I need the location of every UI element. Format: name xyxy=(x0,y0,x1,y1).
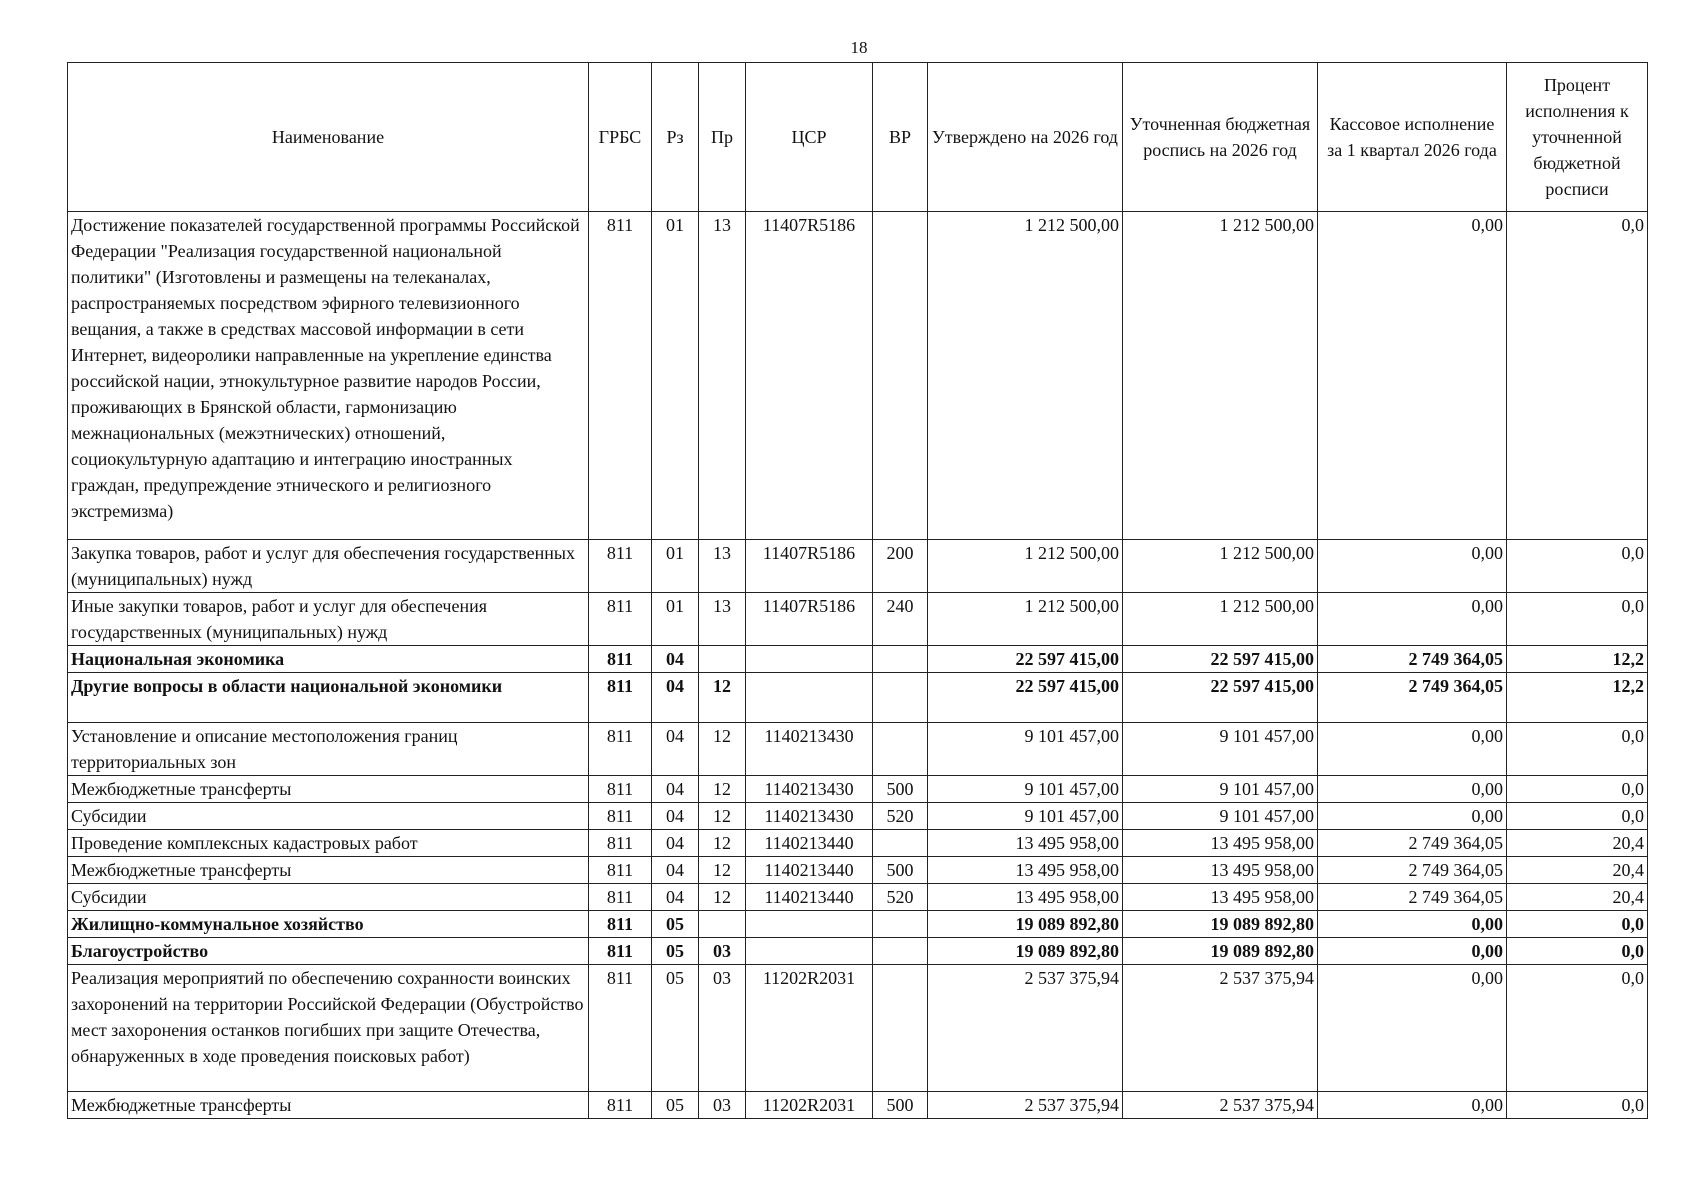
cell-name: Реализация мероприятий по обеспечению сохранности воинских захоронений на территории Российской Федерации (Обустройство мест захоронения останков погибших при защите Отечества, обнаруженных в ходе проведения поисковых работ) xyxy=(68,965,589,1092)
table-row xyxy=(68,857,1648,884)
cell-rz: 05 xyxy=(652,965,699,1092)
cell-grbs: 811 xyxy=(589,830,652,857)
cell-refined: 1 212 500,00 xyxy=(1123,212,1318,540)
cell-percent: 0,0 xyxy=(1507,593,1648,646)
cell-rz: 04 xyxy=(652,776,699,803)
cell-rz: 01 xyxy=(652,593,699,646)
cell-percent: 0,0 xyxy=(1507,723,1648,776)
cell-percent: 20,4 xyxy=(1507,884,1648,911)
header-csr: ЦСР xyxy=(746,63,873,212)
cell-name: Закупка товаров, работ и услуг для обеспечения государственных (муниципальных) нужд xyxy=(68,540,589,593)
table-row xyxy=(68,593,1648,646)
budget-table xyxy=(67,62,1648,1119)
cell-refined: 9 101 457,00 xyxy=(1123,776,1318,803)
cell-csr: 11407R5186 xyxy=(746,540,873,593)
cell-refined: 22 597 415,00 xyxy=(1123,646,1318,673)
cell-percent: 0,0 xyxy=(1507,911,1648,938)
cell-refined: 9 101 457,00 xyxy=(1123,803,1318,830)
cell-pr xyxy=(699,911,746,938)
cell-name: Жилищно-коммунальное хозяйство xyxy=(68,911,589,938)
cell-vr: 500 xyxy=(873,1092,928,1119)
cell-csr: 1140213440 xyxy=(746,857,873,884)
header-grbs: ГРБС xyxy=(589,63,652,212)
cell-percent: 0,0 xyxy=(1507,803,1648,830)
cell-csr: 11407R5186 xyxy=(746,593,873,646)
cell-cash: 2 749 364,05 xyxy=(1318,884,1507,911)
cell-cash: 0,00 xyxy=(1318,593,1507,646)
cell-approved: 9 101 457,00 xyxy=(928,803,1123,830)
cell-approved: 1 212 500,00 xyxy=(928,540,1123,593)
cell-name: Проведение комплексных кадастровых работ xyxy=(68,830,589,857)
cell-cash: 0,00 xyxy=(1318,723,1507,776)
cell-grbs: 811 xyxy=(589,1092,652,1119)
table-row xyxy=(68,938,1648,965)
cell-grbs: 811 xyxy=(589,857,652,884)
cell-grbs: 811 xyxy=(589,646,652,673)
cell-grbs: 811 xyxy=(589,593,652,646)
header-row xyxy=(68,63,1648,212)
table-row xyxy=(68,1092,1648,1119)
cell-rz: 04 xyxy=(652,646,699,673)
table-row xyxy=(68,212,1648,540)
cell-approved: 1 212 500,00 xyxy=(928,593,1123,646)
cell-csr xyxy=(746,911,873,938)
cell-cash: 0,00 xyxy=(1318,803,1507,830)
cell-refined: 2 537 375,94 xyxy=(1123,965,1318,1092)
cell-approved: 13 495 958,00 xyxy=(928,830,1123,857)
cell-rz: 05 xyxy=(652,938,699,965)
table-row xyxy=(68,911,1648,938)
cell-approved: 9 101 457,00 xyxy=(928,723,1123,776)
cell-vr xyxy=(873,965,928,1092)
cell-refined: 19 089 892,80 xyxy=(1123,911,1318,938)
cell-vr: 520 xyxy=(873,803,928,830)
cell-refined: 2 537 375,94 xyxy=(1123,1092,1318,1119)
cell-pr: 12 xyxy=(699,884,746,911)
cell-rz: 04 xyxy=(652,830,699,857)
cell-vr xyxy=(873,646,928,673)
cell-percent: 0,0 xyxy=(1507,540,1648,593)
cell-rz: 04 xyxy=(652,673,699,723)
cell-refined: 9 101 457,00 xyxy=(1123,723,1318,776)
cell-grbs: 811 xyxy=(589,965,652,1092)
cell-approved: 13 495 958,00 xyxy=(928,857,1123,884)
cell-rz: 05 xyxy=(652,911,699,938)
header-cash: Кассовое исполнение за 1 квартал 2026 года xyxy=(1318,63,1507,212)
cell-vr xyxy=(873,212,928,540)
cell-percent: 0,0 xyxy=(1507,212,1648,540)
header-percent: Процент исполнения к уточненной бюджетной росписи xyxy=(1507,63,1648,212)
cell-csr: 1140213440 xyxy=(746,830,873,857)
cell-approved: 22 597 415,00 xyxy=(928,673,1123,723)
cell-pr: 03 xyxy=(699,938,746,965)
cell-pr: 03 xyxy=(699,965,746,1092)
cell-vr: 200 xyxy=(873,540,928,593)
cell-percent: 20,4 xyxy=(1507,830,1648,857)
cell-name: Благоустройство xyxy=(68,938,589,965)
table-row xyxy=(68,723,1648,776)
cell-refined: 13 495 958,00 xyxy=(1123,830,1318,857)
cell-vr xyxy=(873,938,928,965)
cell-rz: 04 xyxy=(652,803,699,830)
cell-approved: 2 537 375,94 xyxy=(928,965,1123,1092)
cell-cash: 0,00 xyxy=(1318,1092,1507,1119)
cell-vr xyxy=(873,673,928,723)
cell-percent: 0,0 xyxy=(1507,1092,1648,1119)
header-approved: Утверждено на 2026 год xyxy=(928,63,1123,212)
cell-percent: 0,0 xyxy=(1507,965,1648,1092)
table-row xyxy=(68,803,1648,830)
cell-pr: 12 xyxy=(699,673,746,723)
cell-percent: 12,2 xyxy=(1507,646,1648,673)
cell-cash: 2 749 364,05 xyxy=(1318,673,1507,723)
cell-approved: 2 537 375,94 xyxy=(928,1092,1123,1119)
cell-percent: 0,0 xyxy=(1507,776,1648,803)
cell-name: Субсидии xyxy=(68,884,589,911)
cell-csr xyxy=(746,938,873,965)
page-number: 18 xyxy=(850,38,868,57)
cell-cash: 2 749 364,05 xyxy=(1318,857,1507,884)
cell-rz: 05 xyxy=(652,1092,699,1119)
cell-cash: 0,00 xyxy=(1318,938,1507,965)
cell-grbs: 811 xyxy=(589,911,652,938)
cell-rz: 04 xyxy=(652,857,699,884)
cell-csr: 1140213430 xyxy=(746,723,873,776)
cell-name: Субсидии xyxy=(68,803,589,830)
table-row xyxy=(68,965,1648,1092)
cell-csr xyxy=(746,646,873,673)
cell-grbs: 811 xyxy=(589,884,652,911)
cell-name: Национальная экономика xyxy=(68,646,589,673)
table-row xyxy=(68,646,1648,673)
cell-pr: 12 xyxy=(699,830,746,857)
cell-approved: 13 495 958,00 xyxy=(928,884,1123,911)
cell-csr xyxy=(746,673,873,723)
cell-pr: 03 xyxy=(699,1092,746,1119)
cell-refined: 19 089 892,80 xyxy=(1123,938,1318,965)
table-row xyxy=(68,776,1648,803)
cell-csr: 11407R5186 xyxy=(746,212,873,540)
cell-vr: 240 xyxy=(873,593,928,646)
header-vr: ВР xyxy=(873,63,928,212)
cell-vr xyxy=(873,830,928,857)
cell-grbs: 811 xyxy=(589,540,652,593)
cell-pr: 12 xyxy=(699,803,746,830)
cell-name: Межбюджетные трансферты xyxy=(68,857,589,884)
cell-pr: 12 xyxy=(699,723,746,776)
cell-pr: 13 xyxy=(699,540,746,593)
table-row xyxy=(68,540,1648,593)
cell-name: Иные закупки товаров, работ и услуг для обеспечения государственных (муниципальных) нужд xyxy=(68,593,589,646)
cell-percent: 12,2 xyxy=(1507,673,1648,723)
header-pr: Пр xyxy=(699,63,746,212)
cell-approved: 1 212 500,00 xyxy=(928,212,1123,540)
cell-csr: 11202R2031 xyxy=(746,965,873,1092)
table-body xyxy=(68,212,1648,1119)
cell-cash: 0,00 xyxy=(1318,540,1507,593)
cell-cash: 0,00 xyxy=(1318,965,1507,1092)
cell-refined: 22 597 415,00 xyxy=(1123,673,1318,723)
cell-grbs: 811 xyxy=(589,212,652,540)
cell-pr: 13 xyxy=(699,593,746,646)
header-refined: Уточненная бюджетная роспись на 2026 год xyxy=(1123,63,1318,212)
cell-vr xyxy=(873,911,928,938)
cell-csr: 1140213440 xyxy=(746,884,873,911)
cell-rz: 04 xyxy=(652,723,699,776)
cell-vr: 520 xyxy=(873,884,928,911)
cell-name: Достижение показателей государственной программы Российской Федерации "Реализация государственной национальной политики" (Изготовлены и размещены на телеканалах, распространяемых посредством эфирного телевизионного вещания, а также в средствах массовой информации в сети Интернет, видеоролики направленные на укрепление единства российской нации, этнокультурное развитие народов России, проживающих в Брянской области, гармонизацию межнациональных (межэтнических) отношений, социокультурную адаптацию и интеграцию иностранных граждан, предупреждение этнического и религиозного экстремизма) xyxy=(68,212,589,540)
cell-pr: 12 xyxy=(699,776,746,803)
cell-vr xyxy=(873,723,928,776)
table-row xyxy=(68,673,1648,723)
table-row xyxy=(68,884,1648,911)
cell-approved: 19 089 892,80 xyxy=(928,938,1123,965)
cell-rz: 01 xyxy=(652,540,699,593)
cell-approved: 19 089 892,80 xyxy=(928,911,1123,938)
cell-percent: 0,0 xyxy=(1507,938,1648,965)
cell-name: Межбюджетные трансферты xyxy=(68,776,589,803)
cell-csr: 11202R2031 xyxy=(746,1092,873,1119)
cell-grbs: 811 xyxy=(589,776,652,803)
cell-pr: 13 xyxy=(699,212,746,540)
cell-approved: 22 597 415,00 xyxy=(928,646,1123,673)
cell-rz: 04 xyxy=(652,884,699,911)
cell-pr xyxy=(699,646,746,673)
header-rz: Рз xyxy=(652,63,699,212)
cell-approved: 9 101 457,00 xyxy=(928,776,1123,803)
cell-refined: 13 495 958,00 xyxy=(1123,857,1318,884)
cell-grbs: 811 xyxy=(589,803,652,830)
cell-refined: 1 212 500,00 xyxy=(1123,593,1318,646)
cell-cash: 2 749 364,05 xyxy=(1318,646,1507,673)
table-row xyxy=(68,830,1648,857)
cell-csr: 1140213430 xyxy=(746,803,873,830)
cell-percent: 20,4 xyxy=(1507,857,1648,884)
cell-pr: 12 xyxy=(699,857,746,884)
cell-vr: 500 xyxy=(873,857,928,884)
cell-csr: 1140213430 xyxy=(746,776,873,803)
cell-vr: 500 xyxy=(873,776,928,803)
cell-refined: 13 495 958,00 xyxy=(1123,884,1318,911)
cell-name: Установление и описание местоположения границ территориальных зон xyxy=(68,723,589,776)
cell-cash: 0,00 xyxy=(1318,776,1507,803)
cell-rz: 01 xyxy=(652,212,699,540)
cell-cash: 2 749 364,05 xyxy=(1318,830,1507,857)
cell-name: Межбюджетные трансферты xyxy=(68,1092,589,1119)
cell-name: Другие вопросы в области национальной экономики xyxy=(68,673,589,723)
cell-grbs: 811 xyxy=(589,938,652,965)
cell-refined: 1 212 500,00 xyxy=(1123,540,1318,593)
cell-cash: 0,00 xyxy=(1318,212,1507,540)
cell-grbs: 811 xyxy=(589,673,652,723)
cell-grbs: 811 xyxy=(589,723,652,776)
cell-cash: 0,00 xyxy=(1318,911,1507,938)
header-name: Наименование xyxy=(68,63,589,212)
